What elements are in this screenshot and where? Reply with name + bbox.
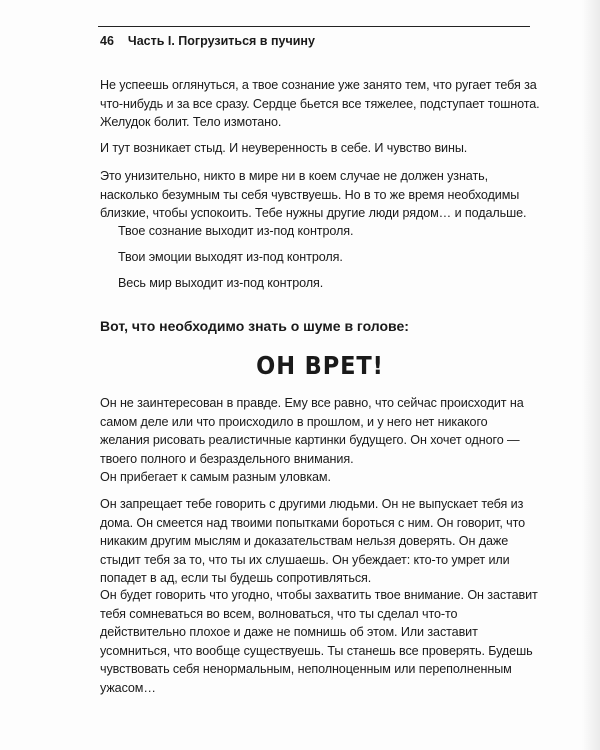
indented-line: Твои эмоции выходят из-под контроля. xyxy=(118,250,343,264)
paragraph: Он не заинтересован в правде. Ему все равно, что сейчас происходит на самом деле или что происходило в прошлом, и у него нет никакого желания рисовать реалистичные картинки будущего. Он хочет одного — твоего полного и безраздельного внимания. xyxy=(100,396,524,466)
paragraph: Это унизительно, никто в мире ни в коем случае не должен узнать, насколько безумным ты себя чувствуешь. Но в то же время необходимы близкие, чтобы успокоить. Тебе нужны другие люди рядом… и подальше. xyxy=(100,169,527,221)
header-rule xyxy=(98,26,530,27)
indented-line: Весь мир выходит из-под контроля. xyxy=(118,276,324,290)
page-edge-shadow xyxy=(582,0,600,750)
indented-line: Твое сознание выходит из-под контроля. xyxy=(118,224,354,238)
paragraph: Он будет говорить что угодно, чтобы захватить твое внимание. Он заставит тебя сомневаться во всем, волноваться, что ты сделал что-то действительно плохое и даже не помнишь об этом. Или заставит усомниться, что вообще существуешь. Ты станешь все проверять. Будешь чувствовать себя ненормальным, неполноценным или переполненным ужасом… xyxy=(100,588,538,695)
paragraph: И тут возникает стыд. И неуверенность в себе. И чувство вины. xyxy=(100,141,468,155)
page-number: 46 xyxy=(100,34,114,48)
paragraph: Он запрещает тебе говорить с другими людьми. Он не выпускает тебя из дома. Он смеется над твоими попытками бороться с ним. Он говорит, что никаким другим мыслям и доказательствам нельзя доверять. Он даже стыдит тебя за то, что ты их слушаешь. Он убеждает: кто-то умрет или попадет в ад, если ты будешь сопротивляться. xyxy=(100,497,526,586)
running-title: Часть I. Погрузиться в пучину xyxy=(127,34,315,48)
paragraph: Он прибегает к самым разным уловкам. xyxy=(100,470,331,484)
section-heading: Вот, что необходимо знать о шуме в голове: xyxy=(100,318,409,334)
running-head xyxy=(100,34,315,48)
paragraph: Не успеешь оглянуться, а твое сознание уже занято тем, что ругает тебя за что-нибудь и за все сразу. Сердце бьется все тяжелее, подступает тошнота. Желудок болит. Тело измотано. xyxy=(100,78,540,130)
big-heading: ОН ВРЕТ! xyxy=(256,351,384,380)
